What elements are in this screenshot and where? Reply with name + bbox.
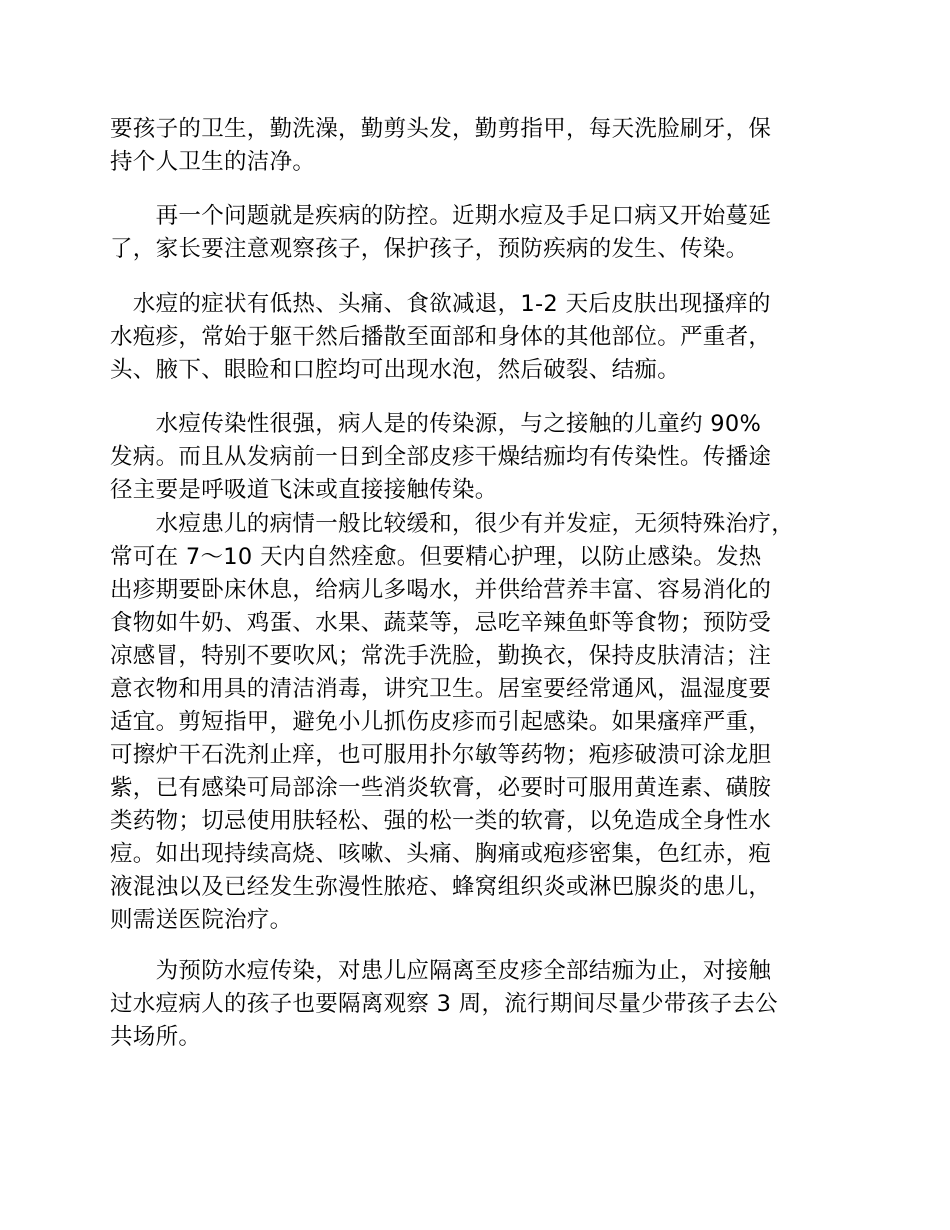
text-line: 水痘的症状有低热、头痛、食欲减退，1-2 天后皮肤出现搔痒的 [110, 291, 771, 317]
text-line: 共场所。 [110, 1024, 202, 1050]
text-line: 适宜。剪短指甲，避免小儿抓伤皮疹而引起感染。如果瘙痒严重， [110, 709, 772, 735]
text-line: 持个人卫生的洁净。 [110, 149, 316, 175]
text-line: 食物如牛奶、鸡蛋、水果、蔬菜等，忌吃辛辣鱼虾等食物；预防受 [110, 610, 772, 636]
text-line: 紫，已有感染可局部涂一些消炎软膏，必要时可服用黄连素、磺胺 [110, 775, 772, 801]
text-line: 要孩子的卫生，勤洗澡，勤剪头发，勤剪指甲，每天洗脸刷牙，保 [110, 116, 772, 142]
text-line: 常可在 7～10 天内自然痊愈。但要精心护理，以防止感染。发热 [110, 544, 762, 570]
text-line: 意衣物和用具的清洁消毒，讲究卫生。居室要经常通风，温湿度要 [110, 676, 772, 702]
text-line: 了，家长要注意观察孩子，保护孩子，预防疾病的发生、传染。 [110, 236, 749, 262]
text-line: 为预防水痘传染，对患儿应隔离至皮疹全部结痂为止，对接触 [110, 958, 772, 984]
text-line: 头、腋下、眼睑和口腔均可出现水泡，然后破裂、结痂。 [110, 357, 681, 383]
text-line: 水疱疹，常始于躯干然后播散至面部和身体的其他部位。严重者， [110, 324, 772, 350]
text-line: 过水痘病人的孩子也要隔离观察 3 周，流行期间尽量少带孩子去公 [110, 991, 778, 1017]
paragraph-symptoms [110, 288, 850, 387]
text-line: 发病。而且从发病前一日到全部皮疹干燥结痂均有传染性。传播途 [110, 444, 772, 470]
text-line: 可擦炉干石洗剂止痒，也可服用扑尔敏等药物；疱疹破溃可涂龙胆 [110, 742, 772, 768]
paragraph-prevention [110, 955, 850, 1054]
text-line: 凉感冒，特别不要吹风；常洗手洗脸，勤换衣，保持皮肤清洁；注 [110, 643, 772, 669]
text-line: 则需送医院治疗。 [110, 907, 293, 933]
text-line: 类药物；切忌使用肤轻松、强的松一类的软膏，以免造成全身性水 [110, 808, 772, 834]
paragraph-disease-control [110, 200, 850, 266]
text-line: 液混浊以及已经发生弥漫性脓疮、蜂窝组织炎或淋巴腺炎的患儿， [110, 874, 772, 900]
text-line: 再一个问题就是疾病的防控。近期水痘及手足口病又开始蔓延 [110, 203, 772, 229]
paragraph-care [110, 508, 850, 937]
text-line: 水痘患儿的病情一般比较缓和，很少有并发症，无须特殊治疗， [110, 511, 795, 537]
text-line: 出疹期要卧床休息，给病儿多喝水，并供给营养丰富、容易消化的 [110, 577, 772, 603]
paragraph-transmission [110, 408, 850, 507]
text-line: 痘。如出现持续高烧、咳嗽、头痛、胸痛或疱疹密集，色红赤，疱 [110, 841, 772, 867]
paragraph-hygiene [110, 113, 850, 179]
text-line: 水痘传染性很强，病人是的传染源，与之接触的儿童约 90% [110, 411, 762, 437]
text-line: 径主要是呼吸道飞沫或直接接触传染。 [110, 477, 498, 503]
